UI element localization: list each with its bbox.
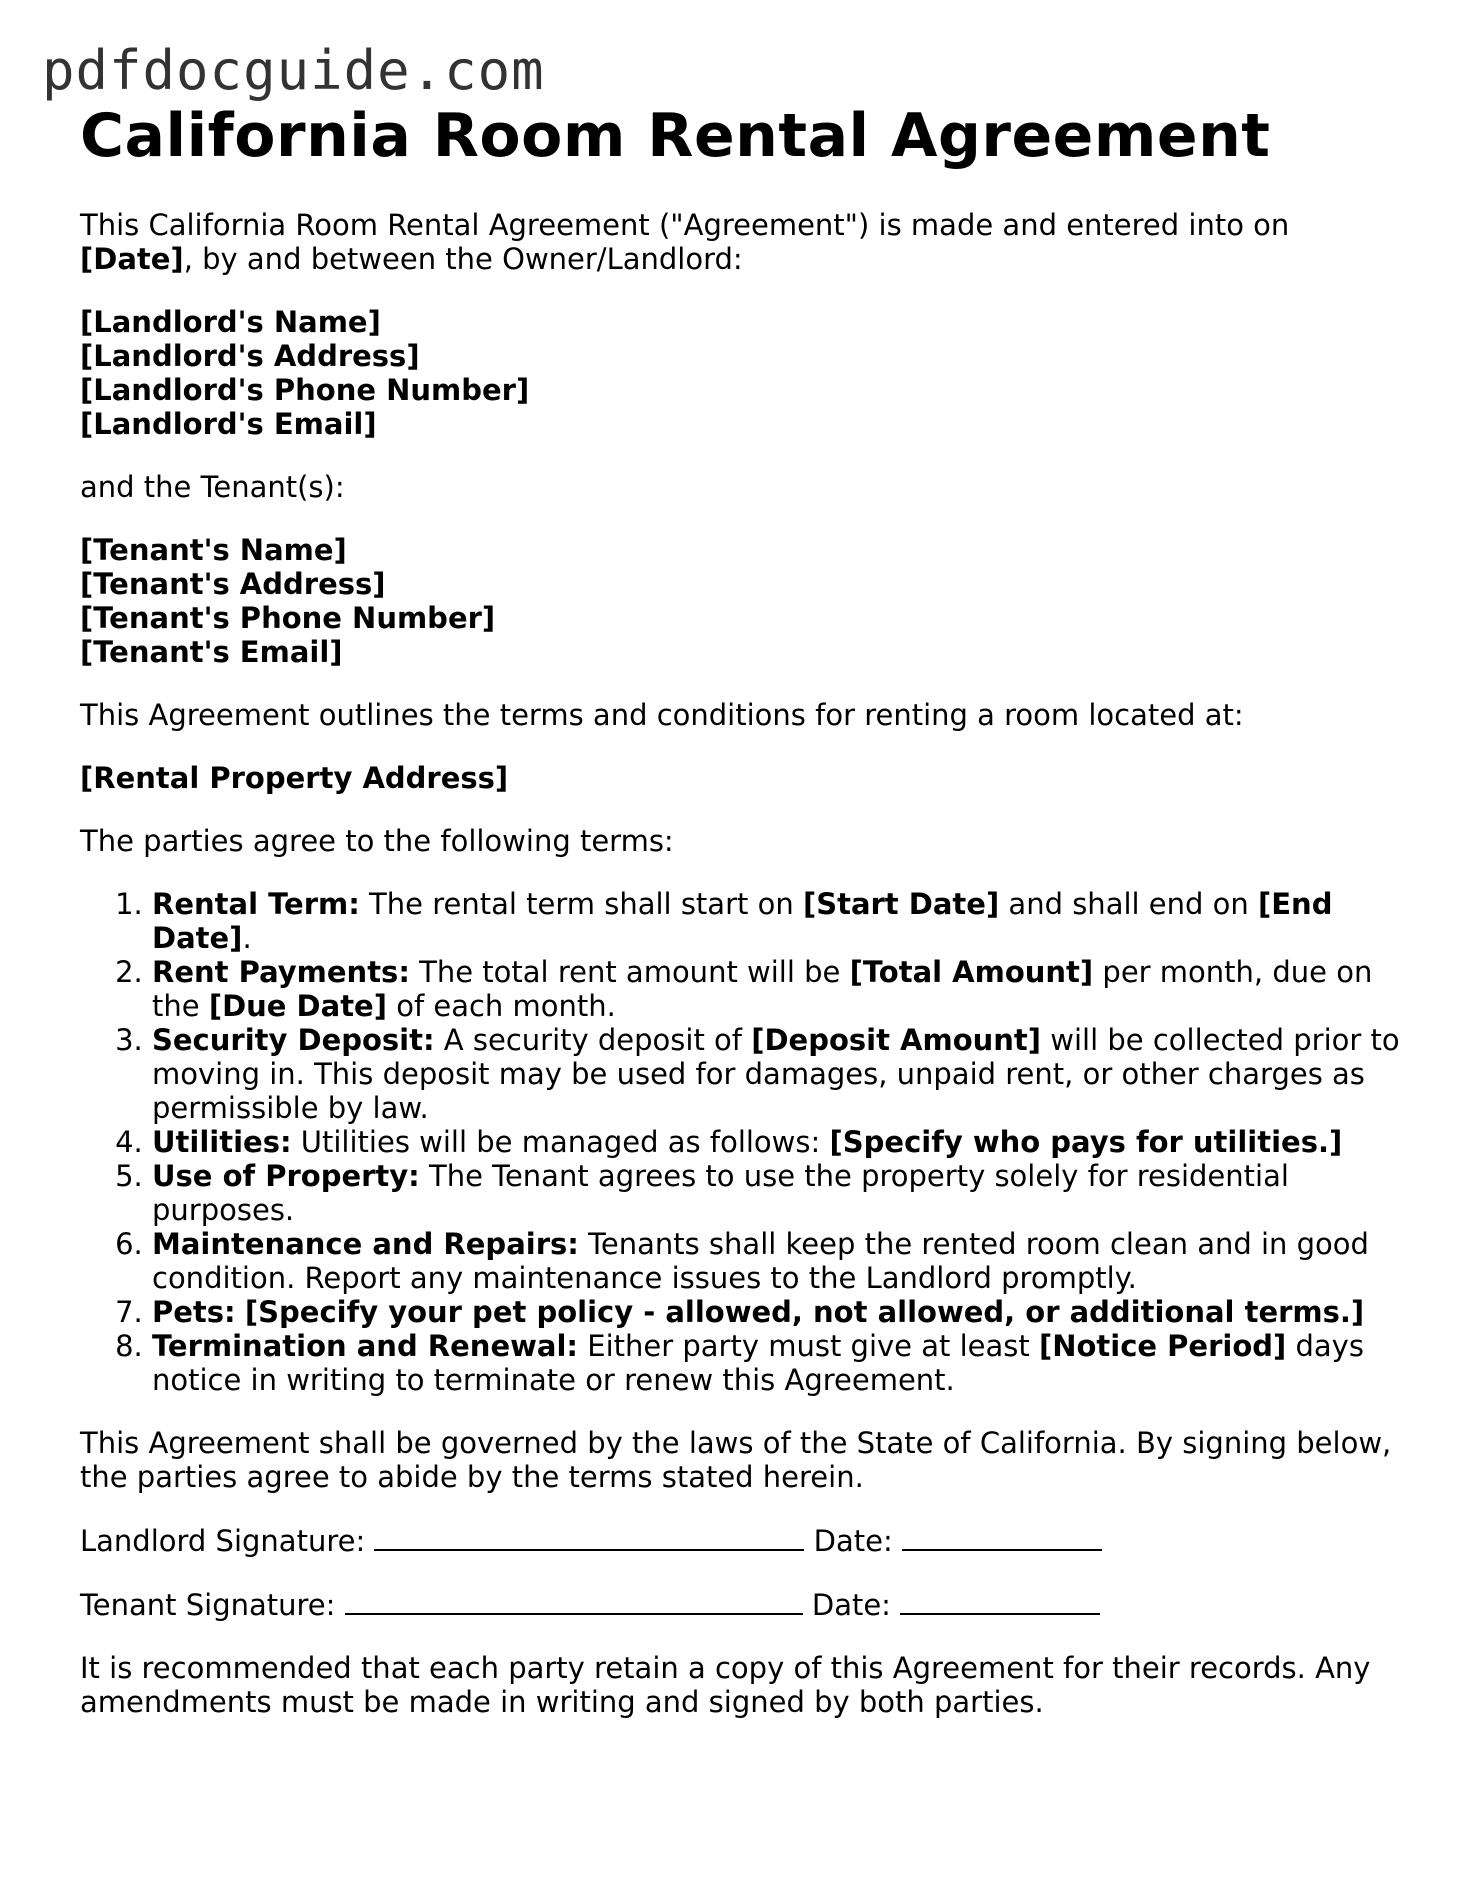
term-text: The rental term shall start on [359, 887, 803, 921]
term-text [236, 1295, 245, 1329]
intro-date-placeholder: [Date] [80, 242, 184, 276]
term-label: Maintenance and Repairs: [152, 1227, 579, 1261]
term-label: Pets: [152, 1295, 236, 1329]
term-text: per month, due on the [152, 955, 1373, 1023]
term-item [152, 1329, 1400, 1397]
term-text: of each month. [386, 989, 616, 1023]
term-placeholder: [Start Date] [802, 887, 1000, 921]
term-text: . [242, 921, 252, 955]
term-label: Use of Property: [152, 1159, 420, 1193]
tenant-signature-label: Tenant Signature: [80, 1588, 345, 1622]
term-label: Termination and Renewal: [152, 1329, 579, 1363]
tenant-signature-line[interactable] [345, 1587, 803, 1615]
term-text: The Tenant agrees to use the property solely for residential purposes. [152, 1159, 1289, 1227]
tenant-signature-row [80, 1587, 1400, 1622]
term-placeholder: [End Date] [152, 887, 1333, 955]
term-label: Utilities: [152, 1125, 292, 1159]
document-page [80, 100, 1400, 1719]
tenant-date-line[interactable] [900, 1587, 1100, 1615]
term-text: will be collected prior to moving in. This deposit may be used for damages, unpaid rent, or other charges as permissible by law. [152, 1023, 1400, 1125]
tenant-address: [Tenant's Address] [80, 567, 386, 601]
term-item [152, 1295, 1400, 1329]
term-placeholder: [Deposit Amount] [751, 1023, 1042, 1057]
landlord-email: [Landlord's Email] [80, 407, 377, 441]
closing-paragraph: It is recommended that each party retain a copy of this Agreement for their records. Any amendments must be made in writing and signed by both parties. [80, 1651, 1371, 1719]
landlord-details [80, 305, 1400, 441]
term-text: A security deposit of [434, 1023, 752, 1057]
governing-law-paragraph: This Agreement shall be governed by the laws of the State of California. By signing below, the parties agree to abide by the terms stated herein. [80, 1426, 1392, 1494]
term-item [152, 887, 1400, 955]
terms-intro: The parties agree to the following terms: [80, 824, 674, 858]
landlord-name: [Landlord's Name] [80, 305, 381, 339]
landlord-signature-label: Landlord Signature: [80, 1524, 375, 1558]
term-item [152, 955, 1400, 1023]
term-label: Rent Payments: [152, 955, 410, 989]
tenant-intro: and the Tenant(s): [80, 470, 345, 504]
tenant-details [80, 533, 1400, 669]
watermark-text: pdfdocguide.com [42, 39, 545, 102]
terms-list [80, 887, 1400, 1397]
landlord-signature-line[interactable] [374, 1523, 804, 1551]
property-address [80, 761, 1400, 795]
term-text: days notice in writing to terminate or renew this Agreement. [152, 1329, 1364, 1397]
landlord-date-label: Date: [804, 1524, 902, 1558]
intro-rest: , by and between the Owner/Landlord: [183, 242, 743, 276]
term-placeholder: [Total Amount] [849, 955, 1094, 989]
term-placeholder: [Due Date] [208, 989, 387, 1023]
landlord-date-line[interactable] [902, 1523, 1102, 1551]
term-text: and shall end on [999, 887, 1258, 921]
term-text: The total rent amount will be [409, 955, 850, 989]
tenant-date-label: Date: [802, 1588, 901, 1622]
term-item [152, 1159, 1400, 1227]
intro-text: This California Room Rental Agreement ("Agreement") is made and entered into on [80, 208, 1290, 242]
landlord-signature-row [80, 1523, 1400, 1558]
tenant-email: [Tenant's Email] [80, 635, 343, 669]
property-address-text: [Rental Property Address] [80, 761, 509, 795]
term-text: Either party must give at least [578, 1329, 1039, 1363]
term-item [152, 1023, 1400, 1125]
term-item [152, 1227, 1400, 1295]
term-text: Utilities will be managed as follows: [291, 1125, 830, 1159]
term-label: Security Deposit: [152, 1023, 435, 1057]
property-intro: This Agreement outlines the terms and conditions for renting a room located at: [80, 698, 1244, 732]
tenant-name: [Tenant's Name] [80, 533, 347, 567]
landlord-phone: [Landlord's Phone Number] [80, 373, 530, 407]
document-title: California Room Rental Agreement [80, 101, 1271, 171]
intro-paragraph [80, 208, 1400, 276]
term-placeholder: [Notice Period] [1038, 1329, 1287, 1363]
term-placeholder: [Specify who pays for utilities.] [829, 1125, 1343, 1159]
tenant-phone: [Tenant's Phone Number] [80, 601, 496, 635]
term-text: Tenants shall keep the rented room clean and in good condition. Report any maintenance issues to the Landlord promptly. [152, 1227, 1369, 1295]
term-placeholder: [Specify your pet policy - allowed, not allowed, or additional terms.] [244, 1295, 1365, 1329]
landlord-address: [Landlord's Address] [80, 339, 420, 373]
term-label: Rental Term: [152, 887, 360, 921]
term-item [152, 1125, 1400, 1159]
